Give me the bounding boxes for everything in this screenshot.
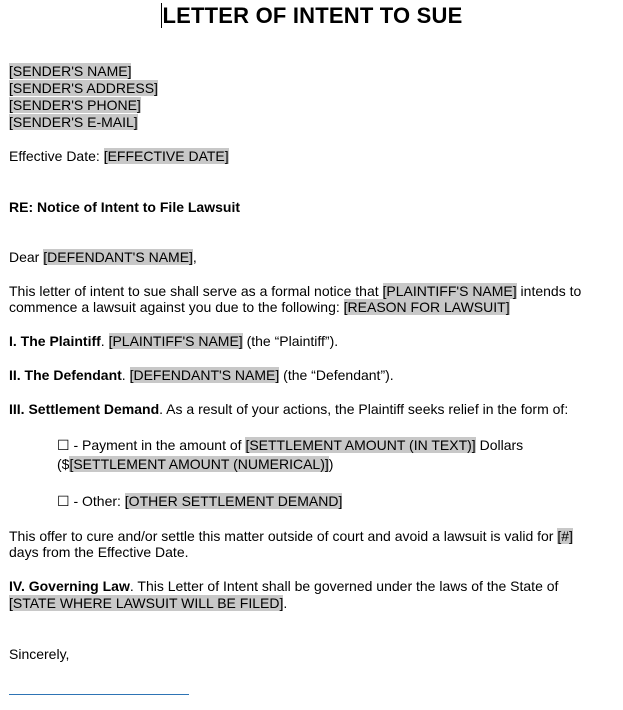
effective-date-field[interactable]: [EFFECTIVE DATE]	[103, 148, 229, 164]
closing: Sincerely,	[9, 646, 70, 662]
settlement-option-1-line-1	[57, 437, 523, 454]
sender-email-line	[9, 114, 138, 131]
effective-date-line	[9, 148, 229, 165]
intro-line-1	[9, 283, 581, 300]
sender-address-line	[9, 80, 158, 97]
governing-state-field[interactable]: [STATE WHERE LAWSUIT WILL BE FILED]	[9, 595, 284, 611]
sender-address-field[interactable]: [SENDER'S ADDRESS]	[9, 80, 158, 96]
settlement-option-1-text-d: ($	[57, 456, 70, 472]
settlement-heading: III. Settlement Demand	[9, 401, 160, 417]
settlement-option-1-checkbox[interactable]: ☐	[57, 437, 70, 453]
settlement-option-1-text-f: )	[328, 456, 334, 472]
intro-text-2a: commence a lawsuit against you due to the following:	[9, 299, 344, 315]
governing-text: . This Letter of Intent shall be governed under the laws of the State of	[129, 578, 559, 594]
intro-text-1a: This letter of intent to sue shall serve as a formal notice that	[9, 283, 383, 299]
offer-line-1	[9, 528, 573, 545]
other-settlement-field[interactable]: [OTHER SETTLEMENT DEMAND]	[124, 493, 343, 509]
settlement-line	[9, 401, 568, 418]
defendant-name-field[interactable]: [DEFENDANT'S NAME]	[129, 367, 280, 383]
sender-phone-line	[9, 97, 141, 114]
sender-phone-field[interactable]: [SENDER'S PHONE]	[9, 97, 141, 113]
salutation-suffix: ,	[192, 249, 197, 265]
re-line: RE: Notice of Intent to File Lawsuit	[9, 199, 240, 215]
settlement-amount-numerical-field[interactable]: [SETTLEMENT AMOUNT (NUMERICAL)]	[69, 456, 329, 472]
governing-line-1	[9, 578, 558, 595]
settlement-option-1-text-c: Dollars	[475, 437, 524, 453]
plaintiff-sep: .	[100, 333, 109, 349]
governing-suffix: .	[283, 595, 288, 611]
settlement-option-2-line	[57, 493, 342, 510]
plaintiff-name-field[interactable]: [PLAINTIFF'S NAME]	[108, 333, 243, 349]
defendant-sep: .	[121, 367, 130, 383]
salutation-prefix: Dear	[9, 249, 44, 265]
defendant-suffix: (the “Defendant”).	[279, 367, 394, 383]
settlement-option-1-text-a: - Payment in the amount of	[69, 437, 246, 453]
sender-name-field[interactable]: [SENDER'S NAME]	[9, 63, 132, 79]
intro-plaintiff-field[interactable]: [PLAINTIFF'S NAME]	[382, 283, 517, 299]
governing-heading: IV. Governing Law	[9, 578, 130, 594]
settlement-option-1-line-2	[57, 456, 333, 473]
document-title: LETTER OF INTENT TO SUE	[162, 3, 463, 28]
governing-line-2	[9, 595, 287, 612]
settlement-amount-text-field[interactable]: [SETTLEMENT AMOUNT (IN TEXT)]	[245, 437, 476, 453]
intro-text-1c: intends to	[516, 283, 582, 299]
intro-line-2	[9, 299, 510, 316]
offer-line-2: days from the Effective Date.	[9, 544, 189, 560]
sender-email-field[interactable]: [SENDER'S E-MAIL]	[9, 114, 138, 130]
salutation-defendant-field[interactable]: [DEFENDANT'S NAME]	[43, 249, 193, 265]
salutation-line	[9, 249, 197, 266]
settlement-option-2-checkbox[interactable]: ☐	[57, 493, 70, 509]
text-cursor	[161, 3, 162, 28]
defendant-heading: II. The Defendant	[9, 367, 122, 383]
plaintiff-suffix: (the “Plaintiff”).	[242, 333, 339, 349]
defendant-line	[9, 367, 394, 384]
settlement-option-2-text-a: - Other:	[69, 493, 125, 509]
settlement-text: . As a result of your actions, the Plaintiff seeks relief in the form of:	[159, 401, 569, 417]
intro-reason-field[interactable]: [REASON FOR LAWSUIT]	[343, 299, 510, 315]
signature-line[interactable]	[9, 694, 189, 695]
offer-days-field[interactable]: [#]	[557, 528, 573, 544]
effective-date-label: Effective Date:	[9, 148, 104, 164]
plaintiff-heading: I. The Plaintiff	[9, 333, 101, 349]
offer-text-1a: This offer to cure and/or settle this matter outside of court and avoid a lawsuit is valid for	[9, 528, 558, 544]
sender-name-line	[9, 63, 131, 80]
plaintiff-line	[9, 333, 338, 350]
